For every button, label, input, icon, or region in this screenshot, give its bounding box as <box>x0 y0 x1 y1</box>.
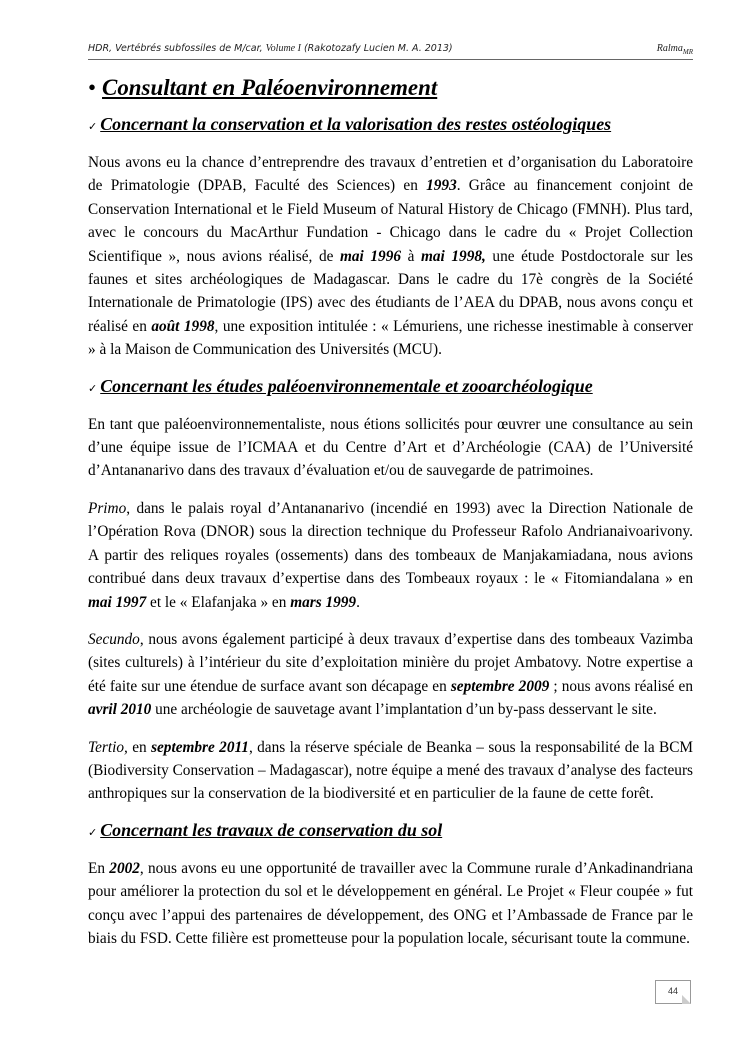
paragraph: Tertio, en septembre 2011, dans la réserve spéciale de Beanka – sous la responsabilité de la BCM (Biodiversity Conservation – Madagascar), notre équipe a mené des travaux d’analyse des facteurs anthropiques sur la conservation de la biodiversité et en particulier de la faune de cette forêt. <box>88 738 694 803</box>
header-rule <box>88 59 693 60</box>
check-icon: ✓ <box>88 382 98 395</box>
section-title-text: Consultant en Paléoenvironnement <box>102 75 438 100</box>
header-title-part: HDR, Vertébrés subfossiles de M/car, <box>88 43 266 54</box>
header-author: (Rakotozafy Lucien M. A. 2013) <box>300 43 453 54</box>
page-number-text: 44 <box>667 986 678 996</box>
paragraph: En 2002, nous avons eu une opportunité de travailler avec la Commune rurale d’Ankadinandriana pour améliorer la protection du sol et le développement en général. Le Projet « Fleur coupée » fut conçu avec l’appui des partenaires de développement, des ONG et l’Ambassade de France par le biais du FSD. Cette filière est prometteuse pour la population locale, sécurisant toute la commune. <box>88 859 694 947</box>
bullet-icon: • <box>88 75 97 100</box>
header-mark <box>657 43 693 56</box>
paragraph: Nous avons eu la chance d’entreprendre des travaux d’entretien et d’organisation du Laboratoire de Primatologie (DPAB, Faculté des Sciences) en 1993. Grâce au financement conjoint de Conservation International et le Field Museum of Natural History de Chicago (FMNH). Plus tard, avec le concours du MacArthur Fundation - Chicago dans le cadre du « Projet Collection Scientifique », nous avions réalisé, de mai 1996 à mai 1998, une étude Postdoctorale sur les faunes et sites archéologiques de Madagascar. Dans le cadre du 17è congrès de la Société Internationale de Primatologie (IPS) avec des étudiants de l’AEA du DPAB, nous avons conçu et réalisé en août 1998, une exposition intitulée : « Lémuriens, une richesse inestimable à conserver » à la Maison de Communication des Universités (MCU). <box>88 154 693 359</box>
running-header <box>88 40 693 58</box>
subsection-heading-text: Concernant les études paléoenvironnementale et zooarchéologique <box>100 375 593 396</box>
header-title <box>88 43 453 54</box>
subsection-heading-text: Concernant la conservation et la valorisation des restes ostéologiques <box>100 114 612 134</box>
page-content <box>88 75 694 964</box>
page-curl-icon <box>682 995 691 1004</box>
subsection-heading-paleo <box>88 376 693 399</box>
subsection-heading-conservation <box>88 114 693 137</box>
header-mark-sub: MR <box>682 48 693 56</box>
header-volume: Volume I <box>265 43 301 54</box>
paragraph: Secundo, nous avons également participé à deux travaux d’expertise dans des tombeaux Vazimba (sites culturels) à l’intérieur du site d’exploitation minière du projet Ambatovy. Notre expertise a été faite sur une étendue de surface avant son décapage en septembre 2009 ; nous avons réalisé en avril 2010 une archéologie de sauvetage avant l’implantation d’un by-pass desservant le site. <box>88 630 693 719</box>
subsection-heading-text: Concernant les travaux de conservation du sol <box>100 819 443 840</box>
section-title <box>88 75 693 100</box>
page-number <box>655 980 691 1004</box>
check-icon: ✓ <box>88 121 98 133</box>
header-mark-main: Ralma <box>656 43 683 54</box>
paragraph: En tant que paléoenvironnementaliste, nous étions sollicités pour œuvrer une consultance au sein d’une équipe issue de l’ICMAA et du Centre d’Art et d’Archéologie (CAA) de l’Université d’Antananarivo dans des travaux d’évaluation et/ou de sauvegarde de patrimoines. <box>88 415 693 480</box>
paragraph: Primo, dans le palais royal d’Antananarivo (incendié en 1993) avec la Direction Nationale de l’Opération Rova (DNOR) sous la direction technique du Professeur Rafolo Andrianaivoarivony. A partir des reliques royales (ossements) dans des tombeaux de Manjakamiadana, nous avions contribué dans deux travaux d’expertise dans des Tombeaux royaux : le « Fitomiandalana » en mai 1997 et le « Elafanjaka » en mars 1999. <box>88 499 693 611</box>
check-icon: ✓ <box>88 826 98 839</box>
subsection-heading-soil <box>88 820 693 843</box>
